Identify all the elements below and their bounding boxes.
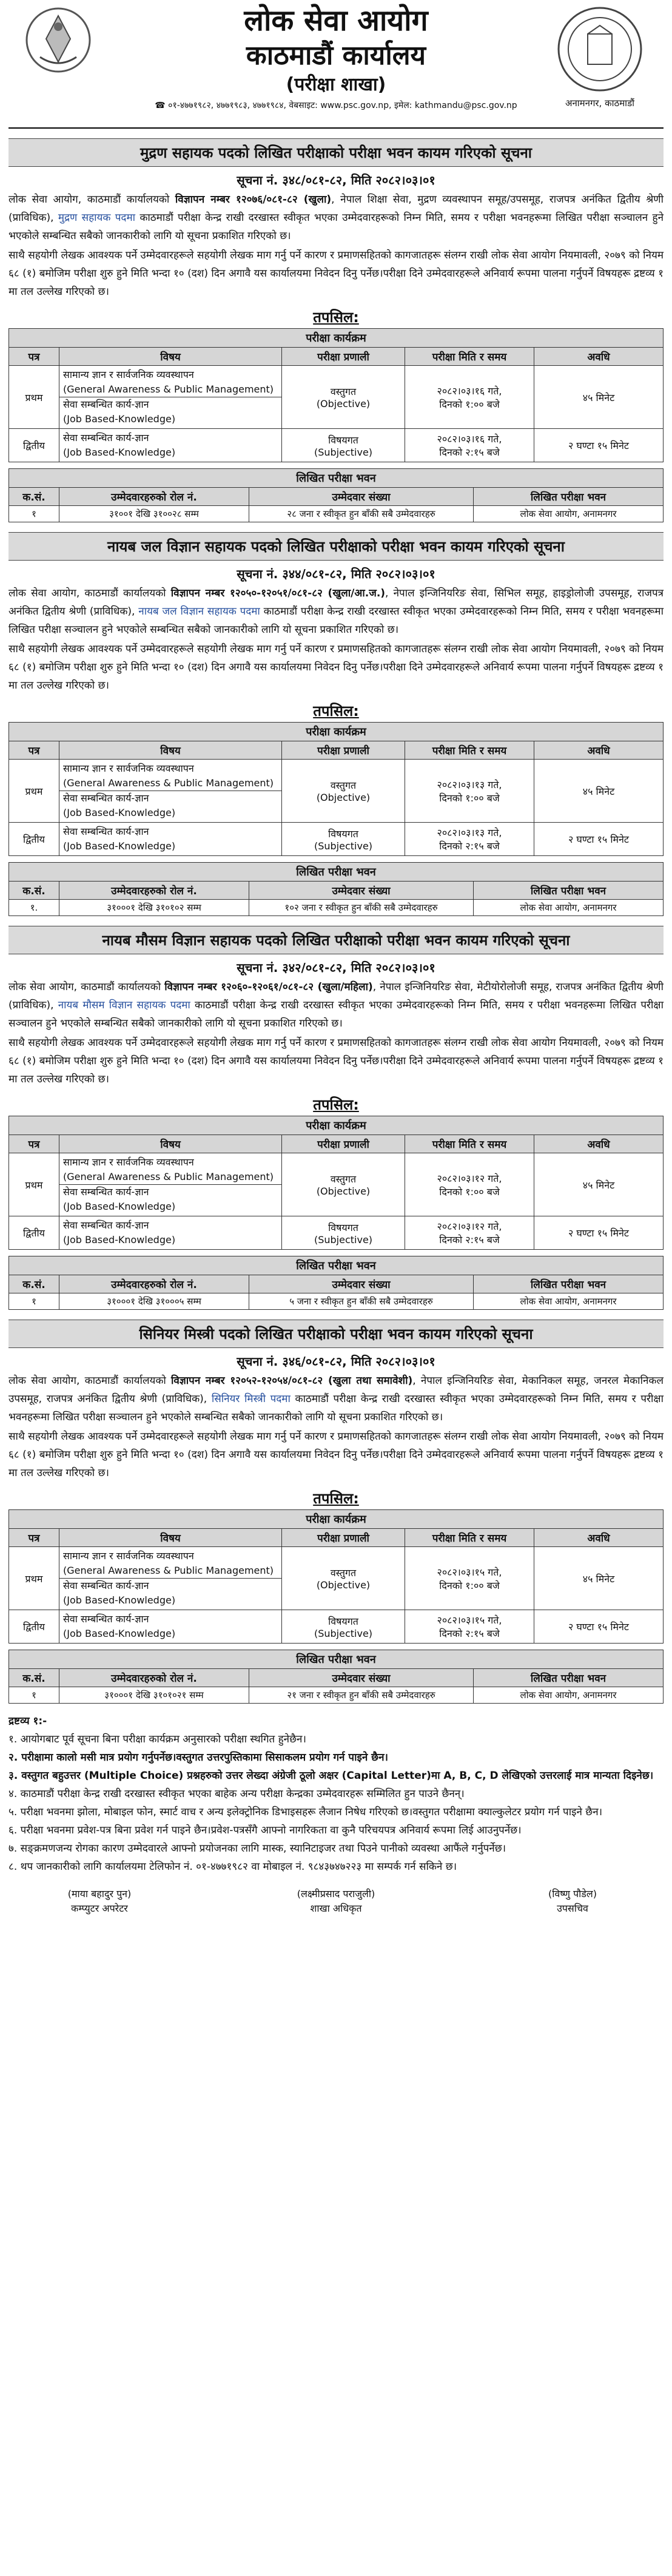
exam-program-table <box>8 328 664 462</box>
table-header-row <box>9 1529 664 1547</box>
signature-name: (लक्ष्मीप्रसाद पराजुली) <box>297 1888 375 1900</box>
note-item: ७. सङ्क्रमणजन्य रोगका कारण उम्मेदवारले आफ्नो प्रयोजनका लागि मास्क, स्यानिटाइजर तथा पिउने पानीको व्यवस्था आफैंले गर्नुपर्नेछ। <box>8 1843 506 1855</box>
table-caption-row <box>9 1256 664 1275</box>
notice-paragraph-1 <box>8 978 664 1033</box>
subject-line: सामान्य ज्ञान र सार्वजनिक व्यवस्थापन <box>63 369 194 380</box>
count-cell: १०२ जना र स्वीकृत हुन बाँकी सबै उम्मेदवारहरु <box>249 900 474 916</box>
date-line: २०८२।०३।१२ गते, <box>437 1221 502 1232</box>
method-line: वस्तुगत <box>330 386 357 397</box>
subject-line: सेवा सम्बन्धित कार्य-ज्ञान <box>63 1219 149 1231</box>
method-cell <box>282 1547 405 1610</box>
time-line: दिनको २:१५ बजे <box>439 840 500 852</box>
duration-cell: २ घण्टा १५ मिनेट <box>534 429 664 462</box>
exam-hall-table <box>8 862 664 916</box>
paper-cell: द्वितीय <box>9 429 59 462</box>
column-header: विषय <box>59 1135 282 1153</box>
table-row <box>9 1687 664 1704</box>
paper-cell: प्रथम <box>9 1547 59 1610</box>
date-line: २०८२।०३।१२ गते, <box>437 1172 502 1184</box>
subject-line: सेवा सम्बन्धित कार्य-ज्ञान <box>63 1613 149 1625</box>
para-text: काठमाडौं परीक्षा केन्द्र राखी दरखास्त स्वीकृत भएका उम्मेदवारहरूको निम्न मिति, समय र परीक्षा भवनहरूमा लिखित परीक्षा सञ्चालन हुने भएकोले सम्बन्धित सबैको जानकारीको लागि यो सूचना प्रकाशित गरिएको छ। <box>8 999 664 1030</box>
subject-cell <box>59 429 282 462</box>
exam-hall-table <box>8 468 664 522</box>
subject-cell <box>59 760 282 823</box>
subject-line: (Job Based-Knowledge) <box>63 1201 176 1212</box>
table-row <box>9 366 664 429</box>
datetime-cell <box>405 1153 534 1216</box>
sn-cell: १ <box>9 506 59 522</box>
tapasil-heading: तपसिल: <box>313 309 359 326</box>
paper-cell: द्वितीय <box>9 1216 59 1250</box>
subject-cell <box>59 823 282 856</box>
paper-cell: प्रथम <box>9 760 59 823</box>
paper-cell: द्वितीय <box>9 823 59 856</box>
roll-cell: ३१०००१ देखि ३१०१०२१ सम्म <box>59 1687 249 1704</box>
notice-section <box>8 532 664 916</box>
table-caption: परीक्षा कार्यक्रम <box>9 1510 664 1529</box>
para-text: काठमाडौं परीक्षा केन्द्र राखी दरखास्त स्वीकृत भएका उम्मेदवारहरूको निम्न मिति, समय र परीक्षा भवनहरूमा लिखित परीक्षा सञ्चालन हुने भएकोले सम्बन्धित सबैको जानकारीको लागि यो सूचना प्रकाशित गरिएको छ। <box>8 605 664 636</box>
column-header: क.सं. <box>9 488 59 506</box>
column-header: परीक्षा प्रणाली <box>282 1135 405 1153</box>
date-line: २०८२।०३।१५ गते, <box>437 1614 502 1626</box>
paper-cell: प्रथम <box>9 366 59 429</box>
subject-line: सेवा सम्बन्धित कार्य-ज्ञान <box>63 399 149 410</box>
para-text: काठमाडौं परीक्षा केन्द्र राखी दरखास्त स्वीकृत भएका उम्मेदवारहरूको निम्न मिति, समय र परीक्षा भवनहरूमा लिखित परीक्षा सञ्चालन हुने भएकोले सम्बन्धित सबैको जानकारीको लागि यो सूचना प्रकाशित गरिएको छ। <box>8 1393 664 1423</box>
table-header-row <box>9 488 664 506</box>
notice-paragraph-2: साथै सहयोगी लेखक आवश्यक पर्ने उम्मेदवारहरूले सहयोगी लेखक माग गर्नु पर्ने कारण र प्रमाणसहितको कागजातहरू संलग्न राखी लोक सेवा आयोग नियमावली, २०७९ को नियम ६८ (१) बमोजिम परीक्षा शुरु हुने मिति भन्दा १० (दश) दिन अगावै यस कार्यालयमा निवेदन दिनु पर्नेछ।परीक्षा दिने उम्मेदवारहरूले अनिवार्य रूपमा पालना गर्नुपर्ने विषयहरू द्रष्टव्य १ मा तल उल्लेख गरिएको छ। <box>8 1431 664 1479</box>
date-line: २०८२।०३।१६ गते, <box>437 385 502 397</box>
notice-title: सिनियर मिस्त्री पदको लिखित परीक्षाको परीक्षा भवन कायम गरिएको सूचना <box>8 1320 664 1348</box>
column-header: लिखित परीक्षा भवन <box>474 882 664 900</box>
method-line: (Subjective) <box>314 840 373 852</box>
para-text: लोक सेवा आयोग, काठमाडौं कार्यालयको <box>8 981 165 993</box>
method-line: विषयगत <box>328 1615 358 1627</box>
subject-line: (Job Based-Knowledge) <box>63 413 176 425</box>
notice-paragraph-1 <box>8 191 664 245</box>
note-item: ६. परीक्षा भवनमा प्रवेश-पत्र बिना प्रवेश गर्न पाइने छैन।प्रवेश-पत्रसँगै आफ्नो नागरिकता वा कुनै परिचयपत्र अनिवार्य रूपमा लिई आउनुपर्नेछ। <box>8 1824 522 1836</box>
column-header: उम्मेदवार संख्या <box>249 488 474 506</box>
datetime-cell <box>405 1216 534 1250</box>
signature-role: शाखा अधिकृत <box>310 1903 362 1914</box>
tapasil-heading: तपसिल: <box>313 1096 359 1113</box>
column-header: परीक्षा प्रणाली <box>282 348 405 366</box>
table-header-row <box>9 1275 664 1293</box>
datetime-cell <box>405 366 534 429</box>
notice-paragraph-2: साथै सहयोगी लेखक आवश्यक पर्ने उम्मेदवारहरूले सहयोगी लेखक माग गर्नु पर्ने कारण र प्रमाणसहितको कागजातहरू संलग्न राखी लोक सेवा आयोग नियमावली, २०७९ को नियम ६८ (१) बमोजिम परीक्षा शुरु हुने मिति भन्दा १० (दश) दिन अगावै यस कार्यालयमा निवेदन दिनु पर्नेछ।परीक्षा दिने उम्मेदवारहरूले अनिवार्य रूपमा पालना गर्नुपर्ने विषयहरू द्रष्टव्य १ मा तल उल्लेख गरिएको छ। <box>8 249 664 298</box>
notice-ref: सूचना नं. ३४२/०८१-८२, मिति २०८२।०३।०१ <box>237 960 435 975</box>
column-header: उम्मेदवार संख्या <box>249 882 474 900</box>
subject-line: (Job Based-Knowledge) <box>63 807 176 818</box>
column-header: पत्र <box>9 741 59 760</box>
column-header: विषय <box>59 1529 282 1547</box>
subject-line: (Job Based-Knowledge) <box>63 1594 176 1606</box>
method-line: विषयगत <box>328 434 358 446</box>
sn-cell: १. <box>9 900 59 916</box>
subject-line: सेवा सम्बन्धित कार्य-ज्ञान <box>63 1580 149 1591</box>
column-header: लिखित परीक्षा भवन <box>474 488 664 506</box>
signature-name: (विष्णु पौडेल) <box>548 1888 597 1900</box>
method-cell <box>282 1153 405 1216</box>
letterhead <box>8 0 664 129</box>
subject-cell <box>59 1153 282 1216</box>
subject-line: (Job Based-Knowledge) <box>63 1234 176 1246</box>
column-header: विषय <box>59 348 282 366</box>
column-header: परीक्षा मिति र समय <box>405 741 534 760</box>
count-cell: २८ जना र स्वीकृत हुन बाँकी सबै उम्मेदवारहरु <box>249 506 474 522</box>
hall-cell: लोक सेवा आयोग, अनामनगर <box>474 900 664 916</box>
column-header: परीक्षा मिति र समय <box>405 1529 534 1547</box>
column-header: पत्र <box>9 348 59 366</box>
signature-3 <box>482 1887 664 1916</box>
table-caption-row <box>9 1650 664 1669</box>
method-line: (Objective) <box>316 398 371 410</box>
column-header: लिखित परीक्षा भवन <box>474 1275 664 1293</box>
notice-ref: सूचना नं. ३४४/०८१-८२, मिति २०८२।०३।०१ <box>237 567 435 581</box>
datetime-cell <box>405 1610 534 1644</box>
exam-hall-table <box>8 1650 664 1704</box>
post-name: नायब मौसम विज्ञान सहायक पदमा <box>58 999 190 1011</box>
count-cell: २१ जना र स्वीकृत हुन बाँकी सबै उम्मेदवारहरु <box>249 1687 474 1704</box>
time-line: दिनको २:१५ बजे <box>439 1628 500 1639</box>
table-row <box>9 760 664 823</box>
count-cell: ५ जना र स्वीकृत हुन बाँकी सबै उम्मेदवारहरु <box>249 1293 474 1310</box>
method-line: विषयगत <box>328 828 358 840</box>
column-header: परीक्षा मिति र समय <box>405 348 534 366</box>
note-item: ३. वस्तुगत बहुउत्तर (Multiple Choice) प्रश्नहरुको उत्तर लेख्दा अंग्रेजी ठूलो अक्षर (Capital Letter)मा A, B, C, D लेखिएको उत्तरलाई मात्र मान्यता दिइनेछ। <box>8 1770 654 1782</box>
method-line: (Subjective) <box>314 446 373 458</box>
subject-line: सेवा सम्बन्धित कार्य-ज्ञान <box>63 1186 149 1198</box>
branch-name: (परीक्षा शाखा) <box>286 74 386 95</box>
column-header: उम्मेदवार संख्या <box>249 1275 474 1293</box>
table-caption-row <box>9 723 664 741</box>
paper-cell: द्वितीय <box>9 1610 59 1644</box>
table-row <box>9 1153 664 1216</box>
seal-caption: अनामनगर, काठमाडौं <box>565 98 634 109</box>
note-item: ८. थप जानकारीको लागि कार्यालयमा टेलिफोन नं. ०१-४७७१९८२ वा मोबाइल नं. ९८४३७४७२२३ मा सम्पर्क गर्न सकिने छ। <box>8 1861 457 1873</box>
hall-cell: लोक सेवा आयोग, अनामनगर <box>474 1687 664 1704</box>
subject-line: (Job Based-Knowledge) <box>63 447 176 458</box>
table-caption-row <box>9 863 664 882</box>
time-line: दिनको १:०० बजे <box>439 792 500 804</box>
para-text: लोक सेवा आयोग, काठमाडौं कार्यालयको <box>8 1375 172 1387</box>
table-caption: परीक्षा कार्यक्रम <box>9 723 664 741</box>
method-line: (Objective) <box>316 792 371 803</box>
tapasil-heading: तपसिल: <box>313 703 359 720</box>
column-header: उम्मेदवार संख्या <box>249 1669 474 1687</box>
signature-name: (माया बहादुर पुन) <box>67 1888 132 1900</box>
hall-cell: लोक सेवा आयोग, अनामनगर <box>474 506 664 522</box>
time-line: दिनको १:०० बजे <box>439 1579 500 1591</box>
method-line: (Subjective) <box>314 1627 373 1639</box>
notice-section <box>8 1320 664 1704</box>
para-text: , नेपाल इन्जिनियरिङ सेवा, मेटीयोरोलोजी समूह, राजपत्र अनंकित द्वितीय श्रेणी (प्राविधिक), <box>8 981 664 1011</box>
para-text: , नेपाल इन्जिनियरिङ सेवा, मेकानिकल समूह, जनरल मेकानिकल उपसमूह, राजपत्र अनंकित द्वितीय श्रेणी (प्राविधिक), <box>8 1375 664 1405</box>
column-header: क.सं. <box>9 882 59 900</box>
time-line: दिनको १:०० बजे <box>439 398 500 410</box>
table-caption-row <box>9 329 664 348</box>
date-line: २०८२।०३।१५ गते, <box>437 1566 502 1578</box>
sn-cell: १ <box>9 1293 59 1310</box>
duration-cell: ४५ मिनेट <box>534 760 664 823</box>
subject-line: (Job Based-Knowledge) <box>63 1628 176 1639</box>
column-header: क.सं. <box>9 1275 59 1293</box>
signature-2 <box>245 1887 427 1916</box>
duration-cell: २ घण्टा १५ मिनेट <box>534 823 664 856</box>
table-caption: परीक्षा कार्यक्रम <box>9 329 664 348</box>
column-header: उम्मेदवारहरुको रोल नं. <box>59 488 249 506</box>
subject-line: (Job Based-Knowledge) <box>63 840 176 852</box>
sn-cell: १ <box>9 1687 59 1704</box>
column-header: परीक्षा मिति र समय <box>405 1135 534 1153</box>
method-line: (Subjective) <box>314 1233 373 1246</box>
column-header: पत्र <box>9 1135 59 1153</box>
exam-hall-table <box>8 1256 664 1310</box>
column-header: उम्मेदवारहरुको रोल नं. <box>59 1275 249 1293</box>
notice-title: नायब मौसम विज्ञान सहायक पदको लिखित परीक्षाको परीक्षा भवन कायम गरिएको सूचना <box>8 926 664 954</box>
signature-role: उपसचिव <box>557 1903 588 1914</box>
roll-cell: ३१०००१ देखि ३१०१०२ सम्म <box>59 900 249 916</box>
column-header: उम्मेदवारहरुको रोल नं. <box>59 1669 249 1687</box>
time-line: दिनको १:०० बजे <box>439 1185 500 1198</box>
table-row <box>9 1610 664 1644</box>
para-text: लोक सेवा आयोग, काठमाडौं कार्यालयको <box>8 587 171 599</box>
notice-paragraph-2: साथै सहयोगी लेखक आवश्यक पर्ने उम्मेदवारहरूले सहयोगी लेखक माग गर्नु पर्ने कारण र प्रमाणसहितको कागजातहरू संलग्न राखी लोक सेवा आयोग नियमावली, २०७९ को नियम ६८ (१) बमोजिम परीक्षा शुरु हुने मिति भन्दा १० (दश) दिन अगावै यस कार्यालयमा निवेदन दिनु पर्नेछ।परीक्षा दिने उम्मेदवारहरूले अनिवार्य रूपमा पालना गर्नुपर्ने विषयहरू द्रष्टव्य १ मा तल उल्लेख गरिएको छ। <box>8 1037 664 1085</box>
notes-section <box>8 1712 664 1876</box>
datetime-cell <box>405 760 534 823</box>
subject-line: (General Awareness & Public Management) <box>63 1171 274 1182</box>
column-header: अवधि <box>534 1529 664 1547</box>
column-header: पत्र <box>9 1529 59 1547</box>
table-caption: लिखित परीक्षा भवन <box>9 469 664 488</box>
advert-number: विज्ञापन नम्बर १२०६०-१२०६१/०८१-८२ (खुला/महिला) <box>164 981 373 993</box>
table-row <box>9 823 664 856</box>
table-caption-row <box>9 1510 664 1529</box>
notice-title: मुद्रण सहायक पदको लिखित परीक्षाको परीक्षा भवन कायम गरिएको सूचना <box>8 138 664 167</box>
column-header: परीक्षा प्रणाली <box>282 741 405 760</box>
method-line: वस्तुगत <box>330 1567 357 1579</box>
office-name: काठमाडौं कार्यालय <box>246 40 426 71</box>
table-header-row <box>9 741 664 760</box>
subject-line: सेवा सम्बन्धित कार्य-ज्ञान <box>63 432 149 443</box>
method-line: वस्तुगत <box>330 1173 357 1185</box>
roll-cell: ३१०००१ देखि ३१०००५ सम्म <box>59 1293 249 1310</box>
date-line: २०८२।०३।१३ गते, <box>437 778 502 791</box>
office-seal-icon <box>554 4 645 95</box>
notices-container <box>8 138 664 1704</box>
note-item: २. परीक्षामा कालो मसी मात्र प्रयोग गर्नुपर्नेछ।वस्तुगत उत्तरपुस्तिकामा सिसाकलम प्रयोग गर्न पाइने छैन। <box>8 1752 388 1764</box>
subject-line: (General Awareness & Public Management) <box>63 1565 274 1576</box>
exam-program-table <box>8 1116 664 1250</box>
signature-block <box>8 1887 664 1935</box>
subject-cell <box>59 1547 282 1610</box>
datetime-cell <box>405 1547 534 1610</box>
method-cell <box>282 429 405 462</box>
table-header-row <box>9 1669 664 1687</box>
subject-line: सामान्य ज्ञान र सार्वजनिक व्यवस्थापन <box>63 763 194 774</box>
table-row <box>9 429 664 462</box>
subject-line: सेवा सम्बन्धित कार्य-ज्ञान <box>63 826 149 837</box>
notice-paragraph-1 <box>8 584 664 639</box>
duration-cell: २ घण्टा १५ मिनेट <box>534 1610 664 1644</box>
duration-cell: ४५ मिनेट <box>534 1547 664 1610</box>
para-text: , नेपाल इन्जिनियरिङ सेवा, सिभिल समूह, हाइड्रोलोजी उपसमूह, राजपत्र अनंकित द्वितीय श्रेणी (प्राविधिक), <box>8 587 664 618</box>
hall-cell: लोक सेवा आयोग, अनामनगर <box>474 1293 664 1310</box>
table-caption: लिखित परीक्षा भवन <box>9 863 664 882</box>
column-header: विषय <box>59 741 282 760</box>
notice-ref: सूचना नं. ३४६/०८१-८२, मिति २०८२।०३।०१ <box>237 1354 435 1369</box>
method-cell <box>282 366 405 429</box>
duration-cell: ४५ मिनेट <box>534 366 664 429</box>
table-row <box>9 1547 664 1610</box>
time-line: दिनको २:१५ बजे <box>439 1234 500 1246</box>
subject-line: सामान्य ज्ञान र सार्वजनिक व्यवस्थापन <box>63 1550 194 1562</box>
table-caption: लिखित परीक्षा भवन <box>9 1256 664 1275</box>
datetime-cell <box>405 429 534 462</box>
method-cell <box>282 1216 405 1250</box>
duration-cell: ४५ मिनेट <box>534 1153 664 1216</box>
time-line: दिनको २:१५ बजे <box>439 447 500 458</box>
table-caption: परीक्षा कार्यक्रम <box>9 1116 664 1135</box>
column-header: लिखित परीक्षा भवन <box>474 1669 664 1687</box>
advert-number: विज्ञापन नम्बर १२०५०-१२०५१/०८१-८२ (खुला/आ.ज.) <box>170 587 386 599</box>
note-item: ५. परीक्षा भवनमा झोला, मोबाइल फोन, स्मार्ट वाच र अन्य इलेक्ट्रोनिक डिभाइसहरू लैजान निषेध गरिएको छ।वस्तुगत परीक्षामा क्याल्कुलेटर प्रयोग गर्न पाइने छैन। <box>8 1806 603 1818</box>
notice-ref: सूचना नं. ३४८/०८१-८२, मिति २०८२।०३।०१ <box>237 173 435 187</box>
column-header: अवधि <box>534 1135 664 1153</box>
advert-number: विज्ञापन नम्बर १२०५२-१२०५४/०८१-८२ (खुला तथा समावेशी) <box>171 1375 413 1387</box>
notice-paragraph-2: साथै सहयोगी लेखक आवश्यक पर्ने उम्मेदवारहरूले सहयोगी लेखक माग गर्नु पर्ने कारण र प्रमाणसहितको कागजातहरू संलग्न राखी लोक सेवा आयोग नियमावली, २०७९ को नियम ६८ (१) बमोजिम परीक्षा शुरु हुने मिति भन्दा १० (दश) दिन अगावै यस कार्यालयमा निवेदन दिनु पर्नेछ।परीक्षा दिने उम्मेदवारहरूले अनिवार्य रूपमा पालना गर्नुपर्ने विषयहरू द्रष्टव्य १ मा तल उल्लेख गरिएको छ। <box>8 643 664 692</box>
notice-section <box>8 138 664 522</box>
exam-program-table <box>8 1509 664 1644</box>
notice-paragraph-1 <box>8 1372 664 1426</box>
para-text: लोक सेवा आयोग, काठमाडौं कार्यालयको <box>8 194 175 206</box>
column-header: उम्मेदवारहरुको रोल नं. <box>59 882 249 900</box>
date-line: २०८२।०३।१६ गते, <box>437 433 502 445</box>
table-caption-row <box>9 1116 664 1135</box>
post-name: सिनियर मिस्त्री पदमा <box>211 1393 291 1405</box>
nepal-emblem-icon <box>22 2 95 75</box>
table-caption: लिखित परीक्षा भवन <box>9 1650 664 1669</box>
column-header: परीक्षा प्रणाली <box>282 1529 405 1547</box>
note-item: १. आयोगबाट पूर्व सूचना बिना परीक्षा कार्यक्रम अनुसारको परीक्षा स्थगित हुनेछैन। <box>8 1733 306 1745</box>
method-cell <box>282 1610 405 1644</box>
table-row <box>9 1216 664 1250</box>
table-header-row <box>9 1135 664 1153</box>
subject-line: सामान्य ज्ञान र सार्वजनिक व्यवस्थापन <box>63 1156 194 1168</box>
column-header: अवधि <box>534 741 664 760</box>
notes-list <box>8 1730 664 1876</box>
subject-cell <box>59 1216 282 1250</box>
method-line: विषयगत <box>328 1221 358 1233</box>
method-cell <box>282 823 405 856</box>
para-text: काठमाडौं परीक्षा केन्द्र राखी दरखास्त स्वीकृत भएका उम्मेदवारहरूको निम्न मिति, समय र परीक्षा भवनहरूमा लिखित परीक्षा सञ्चालन हुने भएकोले सम्बन्धित सबैको जानकारीको लागि यो सूचना प्रकाशित गरिएको छ। <box>8 212 664 242</box>
notes-heading: द्रष्टव्य १:- <box>8 1715 47 1727</box>
signature-role: कम्प्युटर अपरेटर <box>71 1903 128 1914</box>
subject-line: (General Awareness & Public Management) <box>63 777 274 789</box>
table-header-row <box>9 882 664 900</box>
datetime-cell <box>405 823 534 856</box>
date-line: २०८२।०३।१३ गते, <box>437 827 502 838</box>
method-line: (Objective) <box>316 1579 371 1591</box>
signature-1 <box>8 1887 190 1916</box>
advert-number: विज्ञापन नम्बर १२०७६/०८१-८२ (खुला) <box>175 194 332 206</box>
tapasil-heading: तपसिल: <box>313 1490 359 1507</box>
table-row <box>9 1293 664 1310</box>
notice-section <box>8 926 664 1310</box>
column-header: क.सं. <box>9 1669 59 1687</box>
column-header: अवधि <box>534 348 664 366</box>
table-caption-row <box>9 469 664 488</box>
method-line: वस्तुगत <box>330 780 357 791</box>
subject-cell <box>59 366 282 429</box>
note-item: ४. काठमाडौं परीक्षा केन्द्र राखी दरखास्त स्वीकृत भएका बाहेक अन्य परीक्षा केन्द्रका उम्मेदवारहरू सम्मिलित हुन पाउने छैनन्। <box>8 1788 465 1800</box>
roll-cell: ३१००१ देखि ३१००२८ सम्म <box>59 506 249 522</box>
table-row <box>9 900 664 916</box>
notice-title: नायब जल विज्ञान सहायक पदको लिखित परीक्षाको परीक्षा भवन कायम गरिएको सूचना <box>8 532 664 561</box>
duration-cell: २ घण्टा १५ मिनेट <box>534 1216 664 1250</box>
table-row <box>9 506 664 522</box>
table-header-row <box>9 348 664 366</box>
subject-line: (General Awareness & Public Management) <box>63 383 274 395</box>
contact-line: ☎ ०१-४७७१९८२, ४७७१९८३, ४७७१९८४, वेबसाइट: www.psc.gov.np, इमेल: kathmandu@psc.gov.np <box>155 101 517 110</box>
post-name: नायब जल विज्ञान सहायक पदमा <box>138 605 260 618</box>
post-name: मुद्रण सहायक पदमा <box>58 212 136 224</box>
org-name: लोक सेवा आयोग <box>244 4 428 38</box>
method-cell <box>282 760 405 823</box>
method-line: (Objective) <box>316 1185 371 1197</box>
para-text: , नेपाल शिक्षा सेवा, मुद्रण व्यवस्थापन समूह/उपसमूह, राजपत्र अनंकित द्वितीय श्रेणी (प्राविधिक), <box>8 194 664 224</box>
subject-line: सेवा सम्बन्धित कार्य-ज्ञान <box>63 792 149 804</box>
paper-cell: प्रथम <box>9 1153 59 1216</box>
subject-cell <box>59 1610 282 1644</box>
exam-program-table <box>8 722 664 856</box>
